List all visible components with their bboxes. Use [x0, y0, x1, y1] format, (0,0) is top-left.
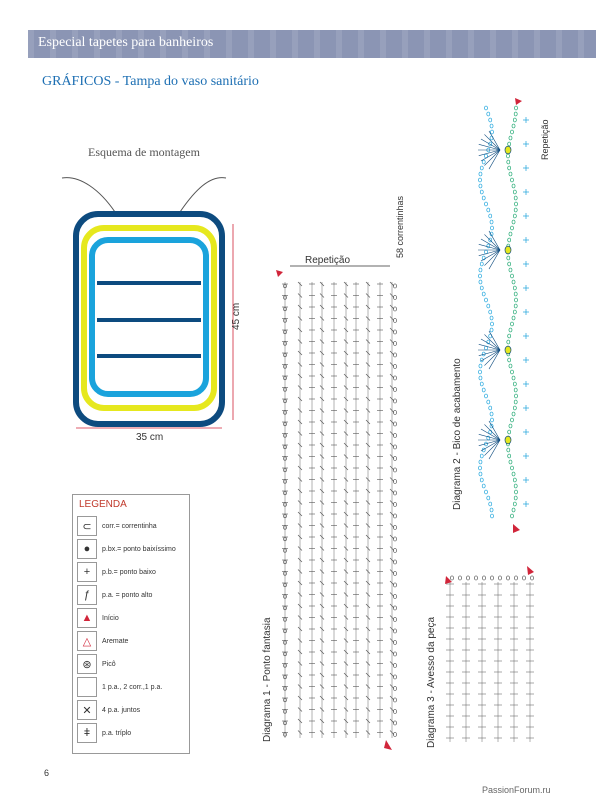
legend-label: p.b.= ponto baixo — [102, 568, 156, 576]
diagram1-repeat-label: Repetição — [305, 255, 351, 266]
width-label: 35 cm — [136, 432, 164, 443]
group-icon — [77, 677, 97, 697]
diagram2-title: Diagrama 2 - Bico de acabamento — [452, 358, 463, 510]
legend-item — [73, 699, 191, 721]
legend-item — [73, 584, 191, 606]
legend-item — [73, 515, 191, 537]
legend-label: corr.= correntinha — [102, 522, 157, 530]
legend-title: LEGENDA — [79, 499, 127, 510]
single-crochet-icon: + — [77, 562, 97, 582]
header-title: Especial tapetes para banheiros — [38, 35, 214, 50]
chain-icon: ⊂ — [77, 516, 97, 536]
picot-icon: ⊛ — [77, 654, 97, 674]
start-marker-icon — [276, 270, 283, 277]
finish-marker-2-icon — [513, 524, 520, 533]
diagram2-chart — [478, 106, 529, 518]
diagram1-chain-label: 58 correntinhas — [395, 195, 405, 258]
legend-label: Início — [102, 614, 119, 622]
section-title: GRÁFICOS - Tampa do vaso sanitário — [42, 74, 259, 89]
legend-label: Aremate — [102, 637, 129, 645]
diagram2-repeat-label: Repetição — [540, 119, 550, 160]
legend-item — [73, 676, 191, 698]
double-crochet-icon: ƒ — [77, 585, 97, 605]
diagram3-chart — [446, 576, 534, 742]
legend-item — [73, 538, 191, 560]
legend-item — [73, 653, 191, 675]
start-marker-2-icon — [515, 98, 522, 105]
finish-marker-icon — [384, 740, 392, 750]
legend-label: p.a. tríplo — [102, 729, 132, 737]
legend-label: 4 p.a. juntos — [102, 706, 141, 714]
mount-title: Esquema de montagem — [88, 145, 200, 159]
finish-marker-3-icon — [527, 566, 534, 575]
legend-item — [73, 607, 191, 629]
watermark: PassionForum.ru — [482, 785, 551, 795]
legend-label: 1 p.a., 2 corr.,1 p.a. — [102, 683, 163, 691]
height-label: 45 cm — [231, 302, 242, 330]
diagram3-title: Diagrama 3 - Avesso da peça — [426, 616, 437, 748]
legend-label: p.bx.= ponto baixíssimo — [102, 545, 176, 553]
decrease-icon: ✕ — [77, 700, 97, 720]
start-icon: ▲ — [77, 608, 97, 628]
legend-item — [73, 722, 191, 744]
legend-label: Picô — [102, 660, 116, 668]
diagram1-title: Diagrama 1 - Ponto fantasia — [262, 617, 273, 742]
finish-icon: △ — [77, 631, 97, 651]
legend — [72, 494, 190, 754]
diagram1-chart — [282, 266, 397, 738]
triple-crochet-icon: ǂ — [77, 723, 97, 743]
blue-border — [92, 240, 206, 394]
slip-stitch-icon: ● — [77, 539, 97, 559]
page-number: 6 — [44, 768, 50, 778]
legend-label: p.a. = ponto alto — [102, 591, 153, 599]
legend-item — [73, 561, 191, 583]
legend-item — [73, 630, 191, 652]
mount-diagram — [62, 178, 233, 428]
